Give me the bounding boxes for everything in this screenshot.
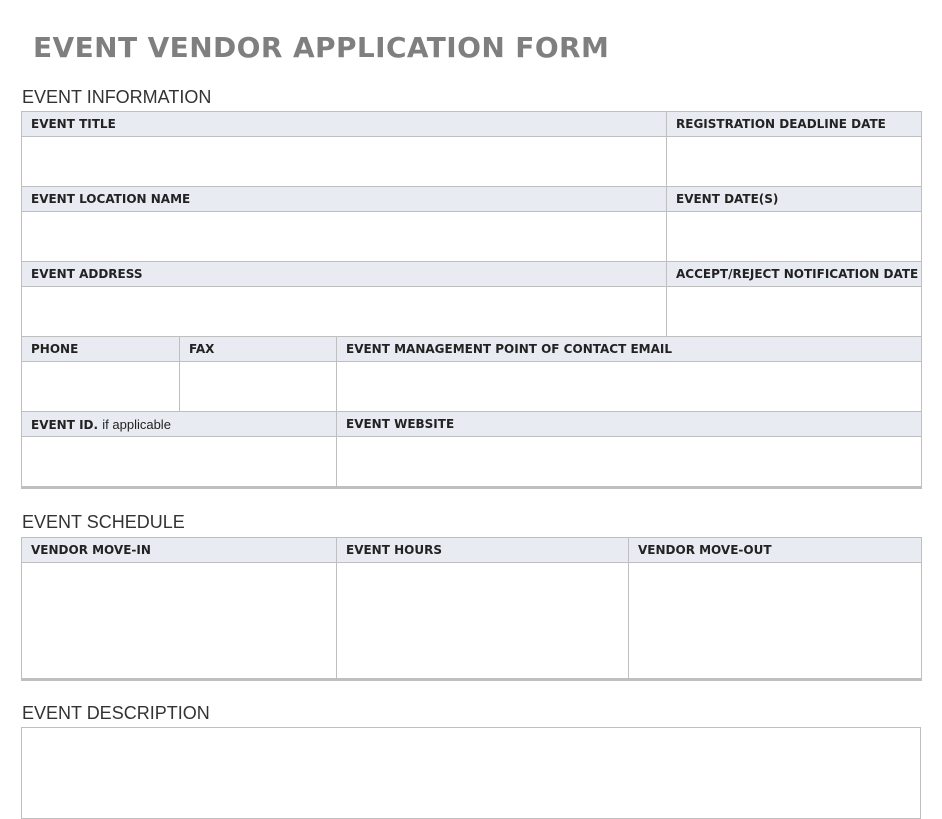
event-id-label-cell [22,412,337,437]
form-title: EVENT VENDOR APPLICATION FORM [33,31,610,64]
event-location-name-field[interactable] [22,212,667,262]
event-id-field[interactable] [22,437,337,488]
accept-reject-notification-label: ACCEPT/REJECT NOTIFICATION DATE [667,262,922,287]
event-title-field[interactable] [22,137,667,187]
accept-reject-notification-field[interactable] [667,287,922,337]
registration-deadline-label: REGISTRATION DEADLINE DATE [667,112,922,137]
contact-email-field[interactable] [337,362,922,412]
event-title-label: EVENT TITLE [22,112,667,137]
event-address-field[interactable] [22,287,667,337]
event-dates-label: EVENT DATE(S) [667,187,922,212]
vendor-move-in-label: VENDOR MOVE-IN [22,538,337,563]
fax-label: FAX [180,337,337,362]
event-location-name-label: EVENT LOCATION NAME [22,187,667,212]
event-information-heading: EVENT INFORMATION [22,87,212,107]
event-information-table [21,111,922,489]
phone-field[interactable] [22,362,180,412]
event-website-label: EVENT WEBSITE [337,412,922,437]
event-schedule-table [21,537,922,681]
event-hours-field[interactable] [337,563,629,680]
registration-deadline-field[interactable] [667,137,922,187]
fax-field[interactable] [180,362,337,412]
contact-email-label: EVENT MANAGEMENT POINT OF CONTACT EMAIL [337,337,922,362]
event-id-note: if applicable [102,416,171,432]
event-address-label: EVENT ADDRESS [22,262,667,287]
vendor-move-in-field[interactable] [22,563,337,680]
vendor-move-out-label: VENDOR MOVE-OUT [629,538,922,563]
event-website-field[interactable] [337,437,922,488]
event-hours-label: EVENT HOURS [337,538,629,563]
event-description-heading: EVENT DESCRIPTION [22,703,210,723]
event-dates-field[interactable] [667,212,922,262]
event-id-label: EVENT ID. [31,417,99,432]
vendor-move-out-field[interactable] [629,563,922,680]
phone-label: PHONE [22,337,180,362]
event-description-field[interactable] [21,727,921,819]
event-schedule-heading: EVENT SCHEDULE [22,512,185,532]
